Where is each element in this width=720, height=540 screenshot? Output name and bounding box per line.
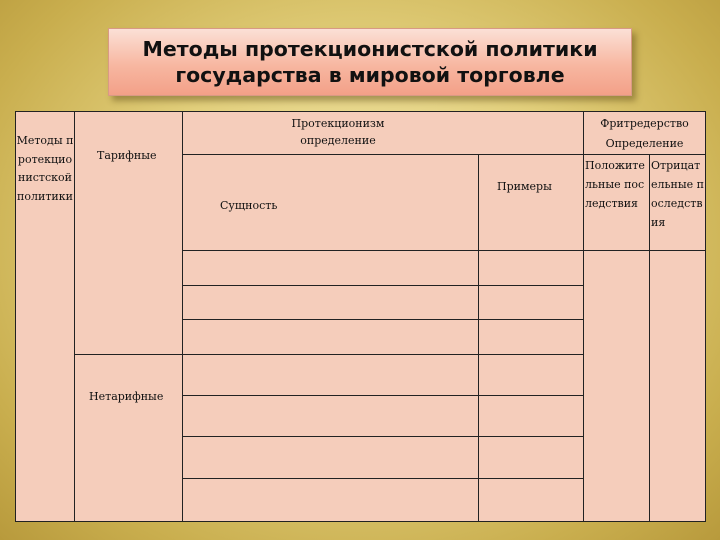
slide-title-line2: государства в мировой торговле <box>175 63 565 87</box>
tariff-essence-cell-2[interactable] <box>183 286 479 320</box>
tariff-methods-cell: Тарифные <box>75 112 183 355</box>
negative-consequences-cell[interactable] <box>650 251 706 522</box>
nontariff-essence-cell-4[interactable] <box>183 479 479 522</box>
slide-title <box>108 28 632 96</box>
positive-consequences-cell[interactable] <box>584 251 650 522</box>
nontariff-examples-cell-1[interactable] <box>479 355 584 396</box>
examples-header-cell: Примеры <box>479 155 584 251</box>
nontariff-methods-cell: Нетарифные <box>75 355 183 522</box>
freetrade-definition-label: Определение <box>605 137 684 150</box>
protectionism-header-cell <box>183 112 584 155</box>
methods-table <box>15 111 705 519</box>
nontariff-essence-cell-1[interactable] <box>183 355 479 396</box>
nontariff-examples-cell-2[interactable] <box>479 396 584 437</box>
nontariff-essence-cell-3[interactable] <box>183 437 479 479</box>
freetrade-header-cell <box>584 112 706 155</box>
freetrade-title: Фритредерство <box>600 117 689 130</box>
protectionism-title: Протекционизм <box>291 117 385 130</box>
tariff-examples-cell-1[interactable] <box>479 251 584 286</box>
negative-consequences-header-cell: Отрицательные последствия <box>650 155 706 251</box>
slide-title-line1: Методы протекционистской политики <box>142 37 598 61</box>
tariff-essence-cell-1[interactable] <box>183 251 479 286</box>
protectionism-definition-label: определение <box>300 134 376 147</box>
tariff-examples-cell-2[interactable] <box>479 286 584 320</box>
tariff-essence-cell-3[interactable] <box>183 320 479 355</box>
essence-header-cell: Сущность <box>183 155 479 251</box>
methods-header-cell: Методы протекционистской политики <box>16 112 75 522</box>
nontariff-essence-cell-2[interactable] <box>183 396 479 437</box>
positive-consequences-header-cell: Положительные последствия <box>584 155 650 251</box>
nontariff-examples-cell-3[interactable] <box>479 437 584 479</box>
nontariff-examples-cell-4[interactable] <box>479 479 584 522</box>
tariff-examples-cell-3[interactable] <box>479 320 584 355</box>
